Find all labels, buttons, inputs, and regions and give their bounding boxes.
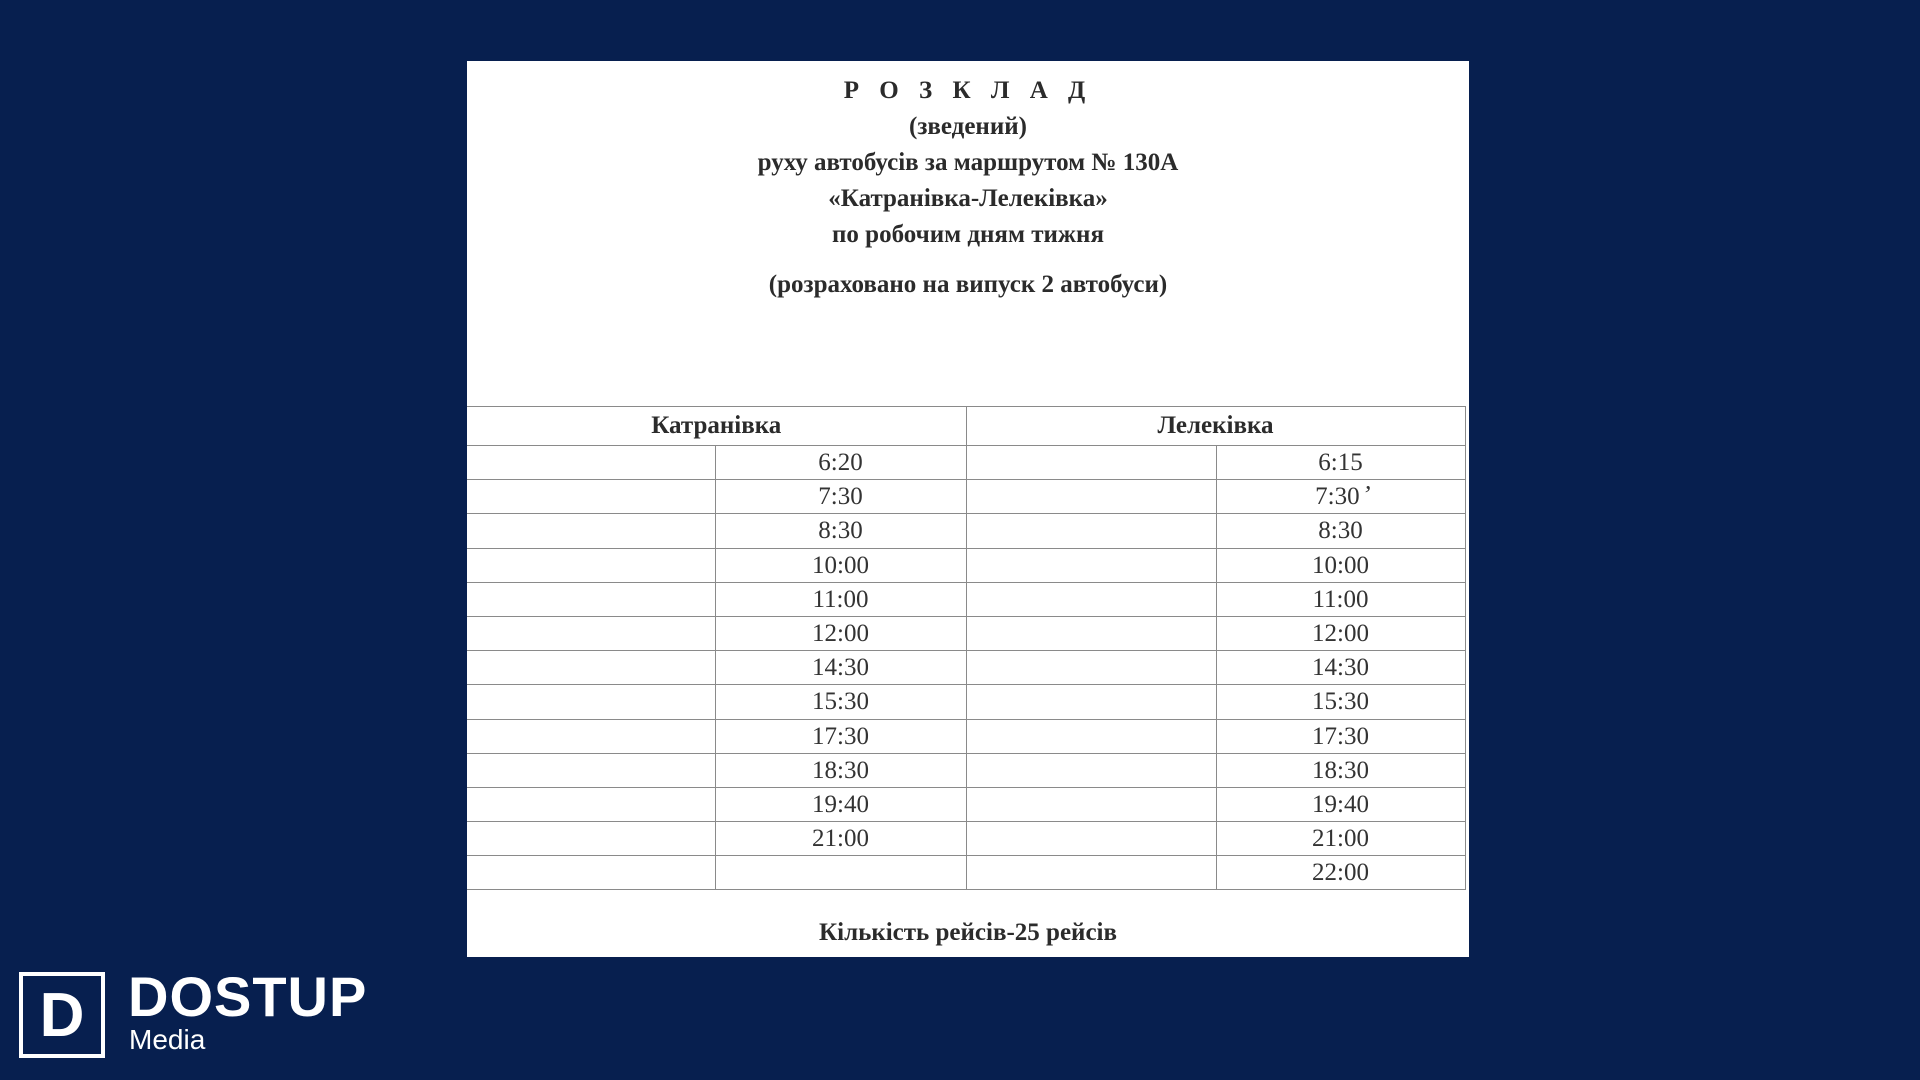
schedule-table: [467, 406, 1466, 890]
departure-lelekivka: 7:30 ̛: [1216, 480, 1465, 514]
departure-lelekivka: 14:30: [1216, 651, 1465, 685]
table-row: [467, 480, 1465, 514]
document-subtitle: (зведений): [909, 113, 1027, 140]
dostup-media-logo: [19, 965, 399, 1058]
logo-letter: D: [39, 981, 85, 1050]
departure-lelekivka: 19:40: [1216, 787, 1465, 821]
departure-katranivka: 18:30: [715, 753, 966, 787]
column-header-katranivka: Катранівка: [467, 407, 966, 446]
departure-katranivka: 10:00: [715, 548, 966, 582]
table-row: [467, 685, 1465, 719]
departure-lelekivka: 12:00: [1216, 616, 1465, 650]
schedule-document: [467, 61, 1469, 957]
departure-katranivka: 15:30: [715, 685, 966, 719]
table-row: [467, 616, 1465, 650]
table-row: [467, 856, 1465, 890]
logo-name: DOSTUP: [128, 965, 368, 1028]
document-header: [467, 73, 1469, 303]
table-header-row: [467, 407, 1465, 446]
departure-lelekivka: 11:00: [1216, 582, 1465, 616]
table-row: [467, 787, 1465, 821]
departure-katranivka: 11:00: [715, 582, 966, 616]
route-description: руху автобусів за маршрутом № 130А: [757, 149, 1179, 176]
departure-katranivka: 8:30: [715, 514, 966, 548]
departure-lelekivka: 15:30: [1216, 685, 1465, 719]
table-row: [467, 753, 1465, 787]
departure-katranivka: 12:00: [715, 616, 966, 650]
departure-katranivka: 19:40: [715, 787, 966, 821]
departure-lelekivka: 8:30: [1216, 514, 1465, 548]
departure-katranivka: 14:30: [715, 651, 966, 685]
departure-katranivka: [715, 856, 966, 890]
table-row: [467, 548, 1465, 582]
departure-lelekivka: 22:00: [1216, 856, 1465, 890]
column-header-lelekivka: Лелеківка: [966, 407, 1465, 446]
table-row: [467, 446, 1465, 480]
departure-lelekivka: 21:00: [1216, 822, 1465, 856]
departure-lelekivka: 6:15: [1216, 446, 1465, 480]
departure-lelekivka: 18:30: [1216, 753, 1465, 787]
departure-lelekivka: 10:00: [1216, 548, 1465, 582]
document-title: Р О З К Л А Д: [843, 77, 1093, 104]
table-row: [467, 514, 1465, 548]
trip-count: Кількість рейсів-25 рейсів: [819, 919, 1117, 946]
departure-katranivka: 7:30: [715, 480, 966, 514]
departure-katranivka: 17:30: [715, 719, 966, 753]
logo-subtitle: Media: [129, 1024, 206, 1055]
schedule-note: (розраховано на випуск 2 автобуси): [768, 271, 1168, 298]
departure-lelekivka: 17:30: [1216, 719, 1465, 753]
table-row: [467, 651, 1465, 685]
table-row: [467, 582, 1465, 616]
table-row: [467, 719, 1465, 753]
logo-mark: [19, 972, 105, 1058]
route-name: «Катранівка-Лелеківка»: [828, 185, 1108, 212]
schedule-days: по робочим дням тижня: [832, 221, 1104, 248]
departure-katranivka: 6:20: [715, 446, 966, 480]
departure-katranivka: 21:00: [715, 822, 966, 856]
table-row: [467, 822, 1465, 856]
